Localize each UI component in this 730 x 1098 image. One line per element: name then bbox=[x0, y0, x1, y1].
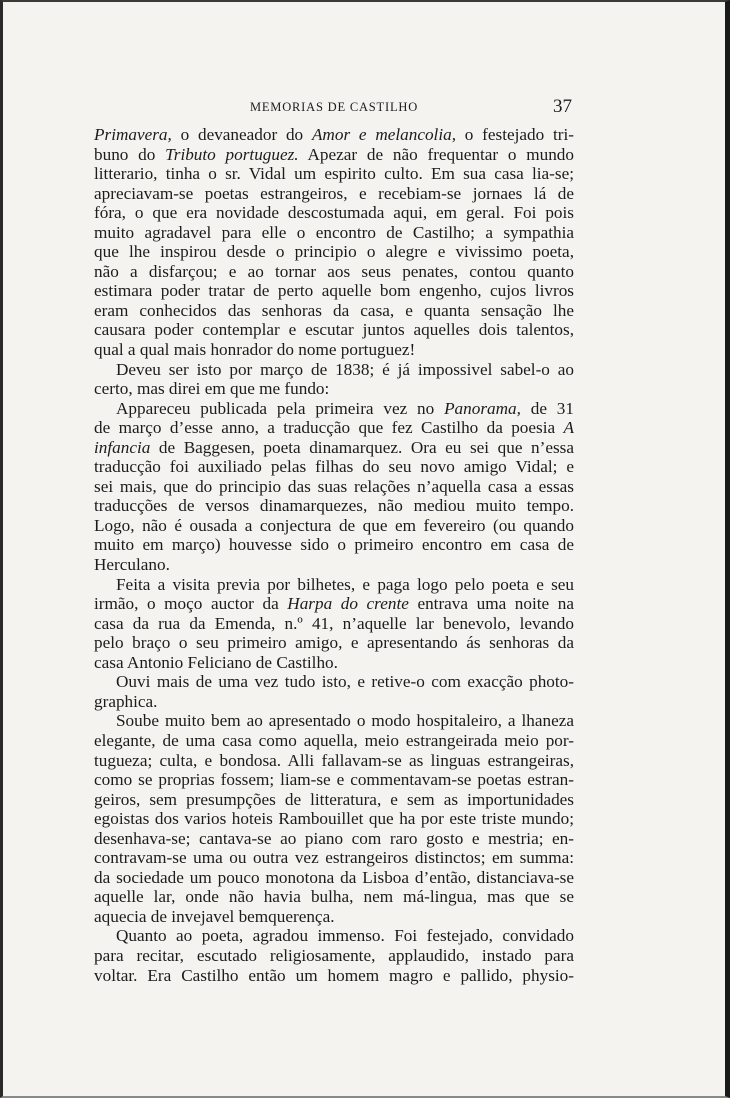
text-line bbox=[94, 399, 574, 419]
italic-text-segment: Amor e melancolia, bbox=[311, 125, 456, 144]
text-segment: egoistas dos varios hoteis Rambouillet que ha por este triste mundo; bbox=[94, 809, 574, 829]
text-line bbox=[94, 281, 574, 301]
text-segment: geiros, sem presumpções de litteratura, e sem as importunidades bbox=[94, 789, 574, 809]
italic-text-segment: Harpa do crente bbox=[287, 594, 409, 614]
text-segment: da sociedade um pouco monotona da Lisboa d’então, distanciava-se bbox=[94, 867, 574, 887]
text-line bbox=[94, 887, 574, 907]
text-line bbox=[94, 946, 574, 966]
text-line bbox=[94, 320, 574, 340]
text-line bbox=[94, 751, 574, 771]
text-line bbox=[94, 516, 574, 536]
text-line bbox=[94, 594, 574, 614]
running-head: MEMORIAS DE CASTILHO bbox=[249, 100, 419, 114]
italic-text-segment: infancia bbox=[94, 437, 151, 457]
text-segment: casa da rua da Emenda, n.º 41, n’aquelle lar benevolo, levando bbox=[94, 613, 574, 633]
text-segment: Feita a visita previa por bilhetes, e paga logo pelo poeta e seu bbox=[116, 574, 574, 594]
text-line bbox=[94, 242, 574, 262]
text-segment: litterario, tinha o sr. Vidal um espirito culto. Em sua casa lia-se; bbox=[94, 164, 574, 184]
text-line bbox=[94, 125, 574, 145]
text-segment: buno do bbox=[94, 144, 166, 164]
text-line bbox=[94, 868, 574, 888]
text-line bbox=[94, 966, 574, 986]
text-line bbox=[94, 184, 574, 204]
text-line bbox=[94, 907, 574, 927]
text-segment: muito agradavel para elle o encontro de Castilho; a sympathia bbox=[94, 222, 574, 242]
text-segment: pelo braço o seu primeiro amigo, e apresentando ás senhoras da bbox=[94, 633, 574, 653]
text-line bbox=[94, 848, 574, 868]
text-segment: que lhe inspirou desde o principio o alegre e vivissimo poeta, bbox=[94, 242, 574, 262]
text-segment: causara poder contemplar e escutar juntos aquelles dois talentos, bbox=[94, 320, 574, 340]
text-line bbox=[94, 496, 574, 516]
text-line bbox=[94, 535, 574, 555]
text-segment: traducções de versos dinamarquezes, não mediou muito tempo. bbox=[94, 496, 574, 516]
text-segment: para recitar, escutado religiosamente, applaudido, instado para bbox=[94, 945, 574, 965]
text-segment: entrava uma noite na bbox=[408, 594, 574, 614]
text-segment: de março d’esse anno, a traducção que fez Castilho da poesia bbox=[94, 418, 564, 438]
text-segment: tugueza; culta, e bondosa. Alli fallavam-se as linguas estrangeiras, bbox=[94, 750, 574, 770]
italic-text-segment: Panorama, bbox=[444, 398, 521, 418]
text-line bbox=[94, 457, 574, 477]
text-segment: graphica. bbox=[94, 691, 158, 711]
text-segment: sei mais, que do principio das suas relações n’aquella casa a essas bbox=[94, 476, 574, 496]
page-number: 37 bbox=[553, 96, 572, 117]
text-line bbox=[94, 672, 574, 692]
text-segment: voltar. Era Castilho então um homem magro e pallido, physio- bbox=[94, 965, 574, 985]
text-line bbox=[94, 926, 574, 946]
text-segment: o festejado tri- bbox=[456, 125, 574, 144]
text-segment: como se proprias fossem; liam-se e commentavam-se poetas estran- bbox=[94, 770, 574, 790]
text-line bbox=[94, 164, 574, 184]
text-segment: certo, mas direi em que me fundo: bbox=[94, 379, 330, 399]
text-line bbox=[94, 731, 574, 751]
text-line bbox=[94, 223, 574, 243]
body-text bbox=[94, 125, 574, 985]
text-line bbox=[94, 692, 574, 712]
text-segment: Ouvi mais de uma vez tudo isto, e retive-o com exacção photo- bbox=[116, 672, 574, 692]
text-line bbox=[94, 438, 574, 458]
text-segment: irmão, o moço auctor da bbox=[94, 594, 288, 614]
text-line bbox=[94, 555, 574, 575]
text-segment: de 31 bbox=[520, 398, 574, 418]
text-line bbox=[94, 379, 574, 399]
text-segment: de Baggesen, poeta dinamarquez. Ora eu sei que n’essa bbox=[150, 437, 574, 457]
text-line bbox=[94, 418, 574, 438]
text-line bbox=[94, 301, 574, 321]
page-header bbox=[94, 98, 574, 118]
text-segment: desenhava-se; cantava-se ao piano com raro gosto e mestria; en- bbox=[94, 828, 574, 848]
text-segment: Herculano. bbox=[94, 555, 170, 575]
text-segment: eram conhecidos das senhoras da casa, e quanta sensação lhe bbox=[94, 300, 574, 320]
text-segment: Logo, não é ousada a conjectura de que em fevereiro (ou quando bbox=[94, 515, 574, 535]
text-segment: apreciavam-se poetas estrangeiros, e recebiam-se jornaes lá de bbox=[94, 183, 574, 203]
text-line bbox=[94, 477, 574, 497]
text-segment: Deveu ser isto por março de 1838; é já impossivel sabel-o ao bbox=[116, 359, 574, 379]
text-segment: muito em março) houvesse sido o primeiro encontro em casa de bbox=[94, 535, 574, 555]
text-segment: Apezar de não frequentar o mundo bbox=[298, 144, 574, 164]
text-line bbox=[94, 614, 574, 634]
text-segment: Quanto ao poeta, agradou immenso. Foi festejado, convidado bbox=[116, 926, 574, 946]
italic-text-segment: Tributo portuguez. bbox=[165, 144, 299, 164]
text-segment: casa Antonio Feliciano de Castilho. bbox=[94, 652, 338, 672]
text-segment: não a disfarçou; e ao tornar aos seus penates, contou quanto bbox=[94, 261, 574, 281]
text-segment: contravam-se uma ou outra vez estrangeiros distinctos; em summa: bbox=[94, 848, 574, 868]
text-line bbox=[94, 633, 574, 653]
text-line bbox=[94, 145, 574, 165]
text-line bbox=[94, 575, 574, 595]
text-line bbox=[94, 770, 574, 790]
text-line bbox=[94, 790, 574, 810]
text-line bbox=[94, 809, 574, 829]
text-line bbox=[94, 340, 574, 360]
text-line bbox=[94, 203, 574, 223]
text-line bbox=[94, 262, 574, 282]
text-segment: traducção foi auxiliado pelas filhas do seu novo amigo Vidal; e bbox=[94, 457, 574, 477]
text-segment: qual a qual mais honrador do nome portuguez! bbox=[94, 340, 416, 360]
text-segment: aquecia de invejavel bemquerença. bbox=[94, 906, 335, 926]
text-segment: aquelle lar, onde não havia bulha, nem má-lingua, mas que se bbox=[94, 887, 574, 907]
text-segment: elegante, de uma casa como aquella, meio estrangeirada meio por- bbox=[94, 730, 574, 750]
text-segment: estimara poder tratar de perto aquelle bom engenho, cujos livros bbox=[94, 281, 574, 301]
text-segment: Soube muito bem ao apresentado o modo hospitaleiro, a lhaneza bbox=[116, 711, 574, 731]
text-segment: o devaneador do bbox=[171, 125, 312, 144]
italic-text-segment: Primavera, bbox=[94, 125, 172, 144]
text-segment: Appareceu publicada pela primeira vez no bbox=[116, 398, 445, 418]
text-line bbox=[94, 829, 574, 849]
italic-text-segment: A bbox=[563, 418, 574, 438]
text-line bbox=[94, 653, 574, 673]
text-line bbox=[94, 711, 574, 731]
text-line bbox=[94, 360, 574, 380]
text-segment: fóra, o que era novidade descostumada aqui, em geral. Foi pois bbox=[94, 203, 574, 223]
